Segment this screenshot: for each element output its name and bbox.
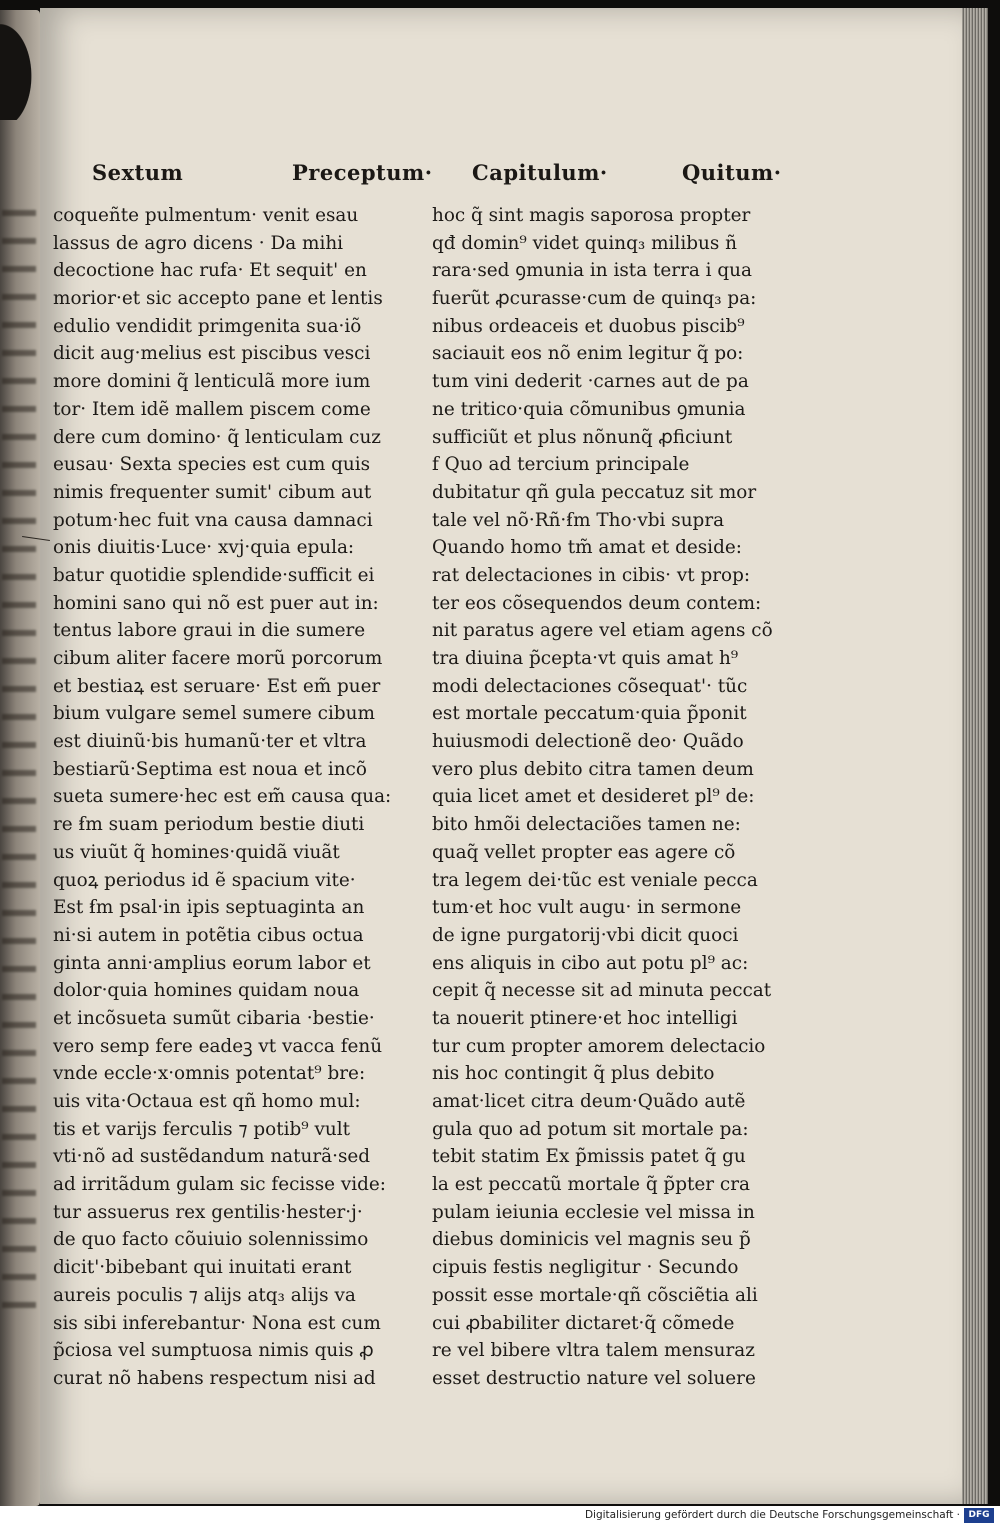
text-line: bestiarũ·Septima est noua et incõ xyxy=(53,758,367,780)
text-line: edulio vendidit primgenita sua·iõ xyxy=(53,315,362,337)
footer-credit: Digitalisierung gefördert durch die Deutsche Forschungsgemeinschaft · xyxy=(584,1509,960,1521)
text-line: nis hoc contingit q̃ plus debito xyxy=(432,1063,715,1085)
text-line: Est ẜm psal·in ipis septuaginta an xyxy=(53,897,365,919)
text-line: potum·hec fuit vna causa damnaci xyxy=(53,509,373,531)
text-line: et bestiaꝝ est seruare· Est em̃ puer xyxy=(53,675,381,697)
text-line: de igne purgatorij·vbi dicit quoci xyxy=(432,924,739,946)
text-line: tor· Item idẽ mallem piscem come xyxy=(53,398,371,420)
text-line: quia licet amet et desideret pl⁹ de: xyxy=(432,786,755,808)
text-line: decoctione hac rufa· Et sequit' en xyxy=(53,260,367,282)
text-line: uis vita·Octaua est qñ homo mul: xyxy=(53,1091,361,1112)
text-line: tra diuina p̃cepta·vt quis amat h⁹ xyxy=(432,648,739,669)
text-line: more domini q̃ lenticulã more ium xyxy=(53,371,371,393)
text-line: f Quo ad tercium principale xyxy=(432,454,690,476)
text-line: bium vulgare semel sumere cibum xyxy=(53,703,375,725)
text-line: bito hmõi delectaciões tamen ne: xyxy=(432,814,741,836)
show-through-text xyxy=(2,210,36,1320)
text-line: dicit aug·melius est piscibus vesci xyxy=(53,343,371,365)
text-line: huiusmodi delectionẽ deo· Quãdo xyxy=(432,731,744,753)
text-line: et incõsueta sumũt cibaria ·bestie· xyxy=(53,1007,375,1029)
text-line: homini sano qui nõ est puer aut in: xyxy=(53,592,379,614)
text-line: batur quotidie splendide·sufficit ei xyxy=(53,564,375,586)
text-line: tebit statim Ex p̃missis patet q̃ gu xyxy=(432,1146,746,1168)
text-line: modi delectaciones cõsequat'· tũc xyxy=(432,675,748,697)
text-line: vero semp fere eadeꝫ vt vacca fenũ xyxy=(53,1035,383,1057)
text-line: ni·si autem in potẽtia cibus octua xyxy=(53,924,364,946)
text-line: diebus dominicis vel magnis seu p̃ xyxy=(432,1229,751,1251)
text-line: pulam ieiunia ecclesie vel missa in xyxy=(432,1201,755,1223)
text-line: esset destructio nature vel soluere xyxy=(432,1367,756,1389)
opposite-page-edge xyxy=(0,10,40,1506)
text-line: dolor·quia homines quidam noua xyxy=(53,980,360,1002)
text-line: ens aliquis in cibo aut potu pl⁹ ac: xyxy=(432,952,749,974)
text-line: curat nõ habens respectum nisi ad xyxy=(53,1367,376,1389)
text-line: vti·nõ ad sustẽdandum naturã·sed xyxy=(53,1146,371,1168)
text-line: re vel bibere vltra talem mensuraz xyxy=(432,1340,755,1362)
text-line: tra legem dei·tũc est veniale pecca xyxy=(432,869,758,891)
text-line: dicit'·bibebant qui inuitati erant xyxy=(53,1257,352,1279)
text-line: aureis poculis ⁊ alijs atq₃ alijs va xyxy=(53,1284,356,1306)
running-head-left-b: Preceptum· xyxy=(292,160,433,185)
text-line: rara·sed ꝯmunia in ista terra i qua xyxy=(432,260,752,282)
page-stack-edge xyxy=(962,8,988,1504)
text-line: nibus ordeaceis et duobus piscib⁹ xyxy=(432,315,745,337)
footer-bar xyxy=(0,1506,1000,1526)
text-column-left xyxy=(53,202,391,1393)
text-line: re ẜm suam periodum bestie diuti xyxy=(53,814,365,836)
text-line: vero plus debito citra tamen deum xyxy=(432,758,754,780)
text-line: sufficiũt et plus nõnunq̃ ꝓficiunt xyxy=(432,426,733,448)
text-line: morior·et sic accepto pane et lentis xyxy=(53,288,383,310)
dfg-logo[interactable]: DFG xyxy=(964,1508,994,1523)
text-line: ter eos cõsequendos deum contem: xyxy=(432,592,762,614)
text-line: sis sibi inferebantur· Nona est cum xyxy=(53,1312,381,1334)
text-line: gula quo ad potum sit mortale pa: xyxy=(432,1118,749,1140)
page-curl-shadow xyxy=(0,10,40,120)
running-head-right-a: Capitulum· xyxy=(472,160,608,185)
text-line: p̃ciosa vel sumptuosa nimis quis ꝓ xyxy=(53,1340,374,1362)
text-line: qđ domin⁹ videt quinq₃ milibus ñ xyxy=(432,232,737,254)
text-line: tur assuerus rex gentilis·hester·j· xyxy=(53,1201,363,1223)
text-line: quaq̃ vellet propter eas agere cõ xyxy=(432,841,736,863)
text-line: quoꝝ periodus id ẽ spacium vite· xyxy=(53,869,356,891)
text-line: eusau· Sexta species est cum quis xyxy=(53,454,371,476)
text-line: sueta sumere·hec est em̃ causa qua: xyxy=(53,786,392,808)
text-column-right xyxy=(432,202,773,1393)
text-line: possit esse mortale·qñ cõsciẽtia ali xyxy=(432,1284,758,1306)
text-line: nit paratus agere vel etiam agens cõ xyxy=(432,620,773,642)
text-line: amat·licet citra deum·Quãdo autẽ xyxy=(432,1091,746,1112)
text-line: tentus labore graui in die sumere xyxy=(53,620,366,642)
text-line: de quo facto cõuiuio solennissimo xyxy=(53,1229,369,1251)
text-line: ad irritãdum gulam sic fecisse vide: xyxy=(53,1174,386,1196)
text-line: dere cum domino· q̃ lenticulam cuz xyxy=(53,426,381,448)
text-line: tur cum propter amorem delectacio xyxy=(432,1035,766,1057)
text-line: lassus de agro dicens · Da mihi xyxy=(53,232,344,254)
text-line: cui ꝓbabiliter dictaret·q̃ cõmede xyxy=(432,1312,735,1334)
text-line: ginta anni·amplius eorum labor et xyxy=(53,952,371,974)
text-line: coqueñte pulmentum· venit esau xyxy=(53,205,359,226)
text-line: tale vel nõ·Rñ·ẜm Tho·vbi supra xyxy=(432,509,725,531)
text-line: est diuinũ·bis humanũ·ter et vltra xyxy=(53,731,367,753)
text-line: tum·et hoc vult augu· in sermone xyxy=(432,897,742,919)
text-line: cepit q̃ necesse sit ad minuta peccat xyxy=(432,980,772,1002)
text-line: saciauit eos nõ enim legitur q̃ po: xyxy=(432,343,744,365)
text-line: tum vini dederit ·carnes aut de pa xyxy=(432,371,749,393)
text-line: us viuũt q̃ homines·quidã viuãt xyxy=(53,841,340,863)
text-line: Quando homo tm̃ amat et deside: xyxy=(432,537,742,559)
text-line: cibum aliter facere morũ porcorum xyxy=(53,648,383,669)
text-line: ne tritico·quia cõmunibus ꝯmunia xyxy=(432,398,746,420)
text-line: ta nouerit ptinere·et hoc intelligi xyxy=(432,1007,738,1029)
text-line: tis et varijs ferculis ⁊ potib⁹ vult xyxy=(53,1118,350,1140)
text-line: fuerũt ꝓcurasse·cum de quinq₃ pa: xyxy=(432,288,757,310)
text-line: rat delectaciones in cibis· vt prop: xyxy=(432,564,751,586)
running-head-left-a: Sextum xyxy=(92,160,184,185)
running-head-right-b: Quitum· xyxy=(682,160,782,185)
text-line: nimis frequenter sumit' cibum aut xyxy=(53,481,372,503)
text-line: onis diuitis·Luce· xvj·quia epula: xyxy=(53,537,355,559)
text-line: la est peccatũ mortale q̃ p̃pter cra xyxy=(432,1174,750,1196)
text-line: hoc q̃ sint magis saporosa propter xyxy=(432,205,751,226)
text-line: vnde eccle·x·omnis potentat⁹ bre: xyxy=(53,1063,366,1085)
text-line: est mortale peccatum·quia p̃ponit xyxy=(432,703,747,725)
text-line: dubitatur qñ gula peccatuz sit mor xyxy=(432,481,757,503)
text-line: cipuis festis negligitur · Secundo xyxy=(432,1257,739,1279)
